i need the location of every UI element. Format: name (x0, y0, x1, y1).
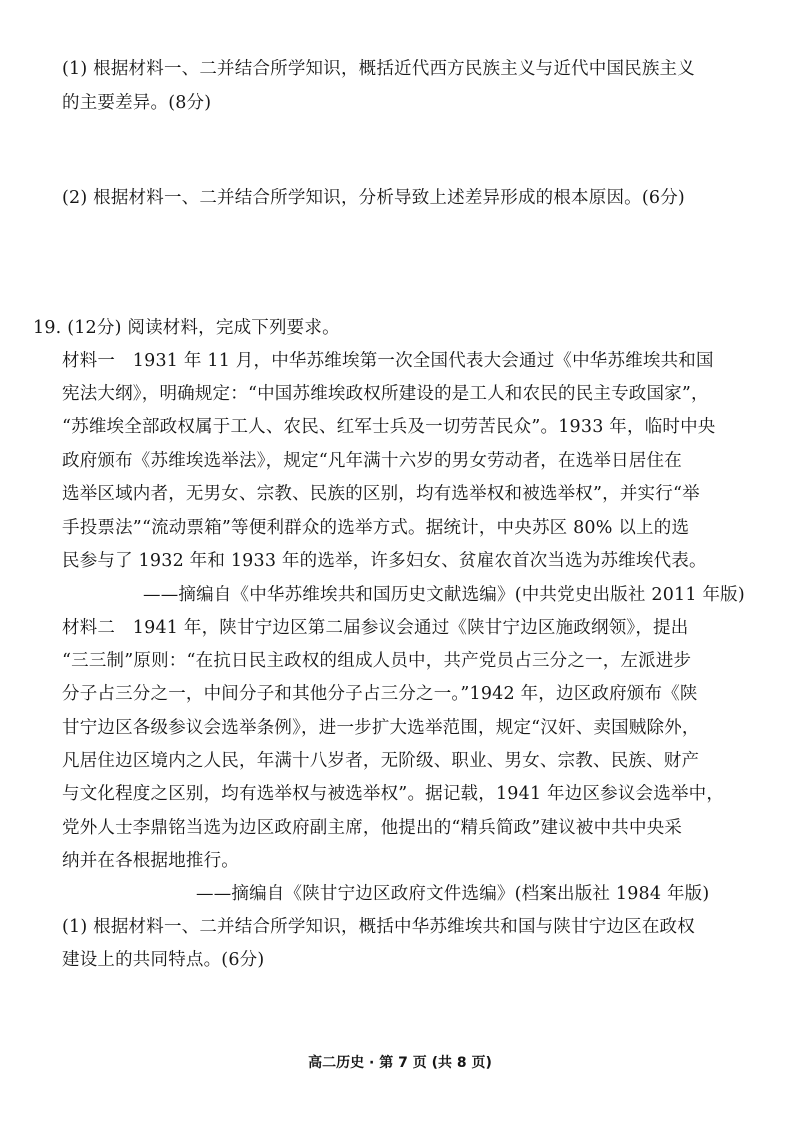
material-2-line: 党外人士李鼎铭当选为边区政府副主席，他提出的“精兵简政”建议被中共中央采 (62, 818, 683, 838)
question-19-1-text: (1) 根据材料一、二并结合所学知识，概括中华苏维埃共和国与陕甘宁边区在政权 (62, 917, 695, 937)
material-1-line: 选举区域内者，无男女、宗教、民族的区别，均有选举权和被选举权”，并实行“举 (62, 484, 700, 504)
material-1-line: 民参与了 1932 年和 1933 年的选举，许多妇女、贫雇农首次当选为苏维埃代表。 (62, 551, 707, 571)
material-2-line: 纳并在各根据地推行。 (62, 851, 239, 871)
material-2-line: 凡居住边区境内之人民，年满十八岁者，无阶级、职业、男女、宗教、民族、财产 (62, 751, 700, 771)
material-1-line: 政府颁布《苏维埃选举法》，规定“凡年满十六岁的男女劳动者，在选举日居住在 (62, 451, 682, 471)
question-19-1-text-cont: 建设上的共同特点。(6分) (62, 950, 265, 970)
page-footer: 高二历史 · 第 7 页 (共 8 页) (308, 1055, 492, 1071)
material-2-source: ——摘编自《陕甘宁边区政府文件选编》(档案出版社 1984 年版) (196, 884, 710, 904)
material-2-line: 材料二 1941 年，陕甘宁边区第二届参议会通过《陕甘宁边区施政纲领》，提出 (62, 618, 689, 638)
material-2-line: 甘宁边区各级参议会选举条例》，进一步扩大选举范围，规定“汉奸、卖国贼除外， (62, 718, 700, 738)
question-19-header: 19. (12分) 阅读材料，完成下列要求。 (33, 318, 340, 338)
question-18-1-text: (1) 根据材料一、二并结合所学知识，概括近代西方民族主义与近代中国民族主义 (62, 59, 695, 79)
question-18-1-text-cont: 的主要差异。(8分) (62, 93, 212, 113)
material-2-line: “三三制”原则：“在抗日民主政权的组成人员中，共产党员占三分之一，左派进步 (62, 651, 692, 671)
material-1-line: 手投票法”“流动票箱”等便利群众的选举方式。据统计，中央苏区 80% 以上的选 (62, 518, 690, 538)
material-1-source: ——摘编自《中华苏维埃共和国历史文献选编》(中共党史出版社 2011 年版) (143, 585, 745, 605)
material-2-line: 与文化程度之区别，均有选举权与被选举权”。据记载，1941 年边区参议会选举中， (62, 784, 725, 804)
material-1-line: 宪法大纲》，明确规定：“中国苏维埃政权所建设的是工人和农民的民主专政国家”， (62, 384, 709, 404)
material-2-line: 分子占三分之一，中间分子和其他分子占三分之一。”1942 年，边区政府颁布《陕 (62, 684, 698, 704)
question-18-2-text: (2) 根据材料一、二并结合所学知识，分析导致上述差异形成的根本原因。(6分) (62, 188, 685, 208)
material-1-line: 材料一 1931 年 11 月，中华苏维埃第一次全国代表大会通过《中华苏维埃共和国 (62, 351, 714, 371)
material-1-line: “苏维埃全部政权属于工人、农民、红军士兵及一切劳苦民众”。1933 年，临时中央 (62, 417, 716, 437)
